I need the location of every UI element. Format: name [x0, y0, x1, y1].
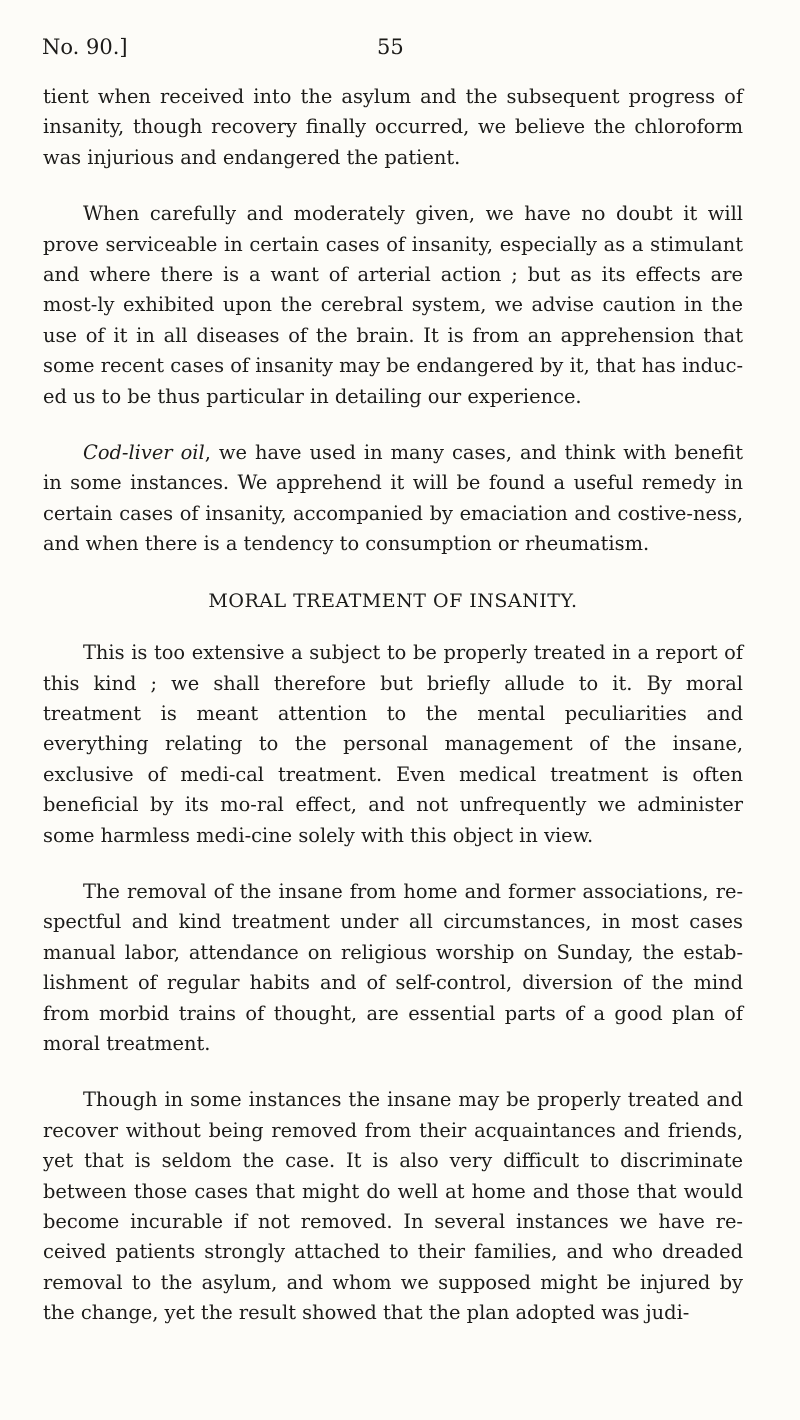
- issue-number: No. 90.]: [42, 35, 128, 59]
- cod-liver-oil-term: Cod-liver oil: [83, 441, 205, 465]
- page-body: [43, 82, 743, 1355]
- cod-liver-oil-text: , we have used in many cases, and think with benefit in some instances. We apprehend it will be found a useful remedy in certain cases of insanity, accompanied by emaciation and costive-ness, and when there is a tendency to consumption or rheumatism.: [43, 441, 744, 556]
- section-heading: MORAL TREATMENT OF INSANITY.: [208, 589, 578, 612]
- paragraph-cod-liver-oil: [43, 438, 743, 560]
- paragraph-continuation: tient when received into the asylum and the subsequent progress of insanity, though recovery finally occurred, we believe the chloroform was injurious and endangered the patient.: [43, 85, 743, 169]
- paragraph-chloroform: When carefully and moderately given, we have no doubt it will prove serviceable in certain cases of insanity, especially as a stimulant and where there is a want of arterial action ; but as its effects are most-ly exhibited upon the cerebral system, we advise caution in the use of it in all diseases of the brain. It is from an apprehension that some recent cases of insanity may be endangered by it, that has induc-ed us to be thus particular in detailing our experience.: [43, 202, 743, 408]
- page-number: 55: [377, 35, 404, 59]
- paragraph-home-treatment: Though in some instances the insane may be properly treated and recover without being removed from their acquaintances and friends, yet that is seldom the case. It is also very difficult to discriminate between those cases that might do well at home and those that would become incurable if not removed. In several instances we have re-ceived patients strongly attached to their families, and who dreaded removal to the asylum, and whom we supposed might be injured by the change, yet the result showed that the plan adopted was judi-: [43, 1088, 743, 1325]
- paragraph-moral-treatment-intro: This is too extensive a subject to be properly treated in a report of this kind ; we shall therefore but briefly allude to it. By moral treatment is meant attention to the mental peculiarities and everything relating to the personal management of the insane, exclusive of medi-cal treatment. Even medical treatment is often beneficial by its mo-ral effect, and not unfrequently we administer some harmless medi-cine solely with this object in view.: [43, 641, 743, 847]
- paragraph-removal: The removal of the insane from home and former associations, re-spectful and kind treatment under all circumstances, in most cases manual labor, attendance on religious worship on Sunday, the estab-lishment of regular habits and of self-control, diversion of the mind from morbid trains of thought, are essential parts of a good plan of moral treatment.: [43, 879, 743, 1055]
